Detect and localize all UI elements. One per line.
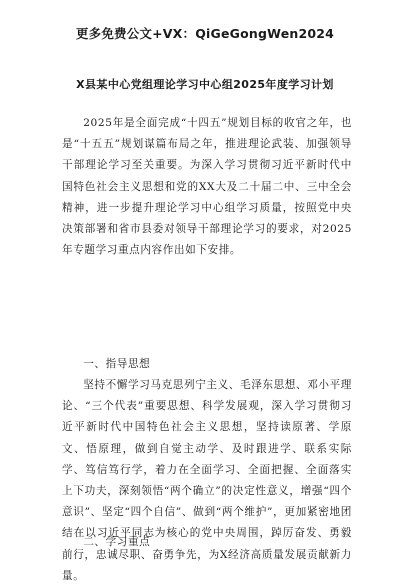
section-1-heading-wrap	[62, 354, 352, 375]
intro-section	[62, 113, 352, 261]
promo-header: 更多免费公文+VX：QiGeGongWen2024	[75, 26, 335, 41]
section-2-heading-wrap	[62, 532, 352, 553]
intro-paragraph: 2025年是全面完成“十四五”规划目标的收官之年，也是“十五五”规划谋篇布局之年，推进理论武装、加强领导干部理论学习至关重要。为深入学习贯彻习近平新时代中国特色社会主义思想和党的XX大及二十届二中、三中全会精神，进一步提升理论学习中心组学习质量，按照党中央决策部署和省市县委对领导干部理论学习的要求，对2025年专题学习重点内容作出如下安排。	[62, 117, 352, 257]
section-1-paragraph: 坚持不懈学习马克思列宁主义、毛泽东思想、邓小平理论、“三个代表”重要思想、科学发展观，深入学习贯彻习近平新时代中国特色社会主义思想，坚持读原著、学原文、悟原理，做到自觉主动学、及时跟进学、联系实际学、笃信笃行学，着力在全面学习、全面把握、全面落实上下功夫，深刻领悟“两个确立”的决定性意义，增强“四个意识”、坚定“四个自信”、做到“两个维护”，更加紧密地团结在以习近平同志为核心的党中央周围，踔厉奋发、勇毅前行，忠诚尽职、奋勇争先，为X经济高质量发展贡献新力量。	[62, 379, 352, 582]
section-1-body	[62, 375, 352, 587]
document-title: X县某中心党组理论学习中心组2025年度学习计划	[76, 78, 334, 91]
section-1-heading: 一、指导思想	[83, 358, 151, 370]
section-2-heading: 二、学习重点	[83, 536, 151, 548]
